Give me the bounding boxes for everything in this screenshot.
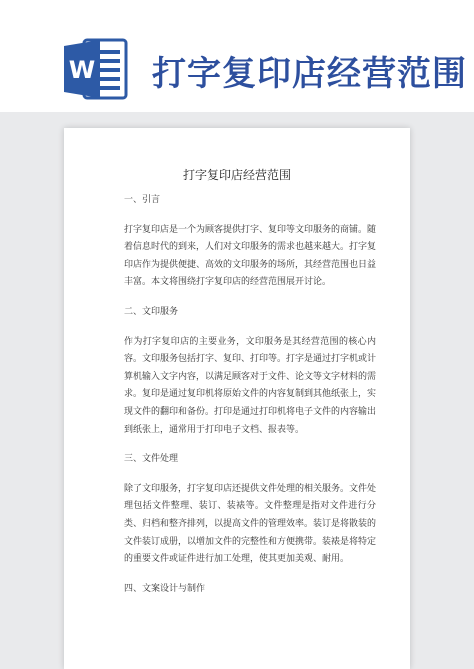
document-body	[124, 192, 376, 610]
section-heading-copywriting-design: 四、文案设计与制作	[124, 583, 206, 594]
section-paragraph-intro: 打字复印店是一个为顾客提供打字、复印等文印服务的商铺。随着信息时代的到来，人们对文印服务的需求也越来越大。打字复印店作为提供便捷、高效的文印服务的场所，其经营范围也日益丰富。本文将围绕打字复印店的经营范围展开讨论。	[124, 224, 377, 288]
section-paragraph-document-processing: 除了文印服务，打字复印店还提供文件处理的相关服务。文件处理包括文件整理、装订、装裱等。文件整理是指对文件进行分类、归档和整齐排列，以提高文件的管理效率。装订是将散装的文件装订成册，以增加文件的完整性和方便携带。装裱是将特定的重要文件或证件进行加工处理，使其更加美观、耐用。	[124, 483, 377, 565]
banner-title: 打字复印店经营范围	[152, 54, 467, 94]
section-heading-printing-services: 二、文印服务	[124, 306, 179, 317]
section-heading-intro: 一、引言	[124, 195, 161, 205]
word-icon	[60, 34, 130, 104]
section-heading-document-processing: 三、文件处理	[124, 454, 179, 465]
banner	[0, 0, 474, 112]
document-title: 打字复印店经营范围	[182, 168, 291, 182]
svg-text:W: W	[68, 56, 96, 84]
section-paragraph-printing-services: 作为打字复印店的主要业务，文印服务是其经营范围的核心内容。文印服务包括打字、复印、打印等。打字是通过打字机或计算机输入文字内容，以满足顾客对于文件、论文等文字材料的需求。复印是通过复印机将原始文件的内容复制到其他纸张上，实现文件的翻印和备份。打印是通过打印机将电子文件的内容输出到纸张上，通常用于打印电子文档、报表等。	[124, 336, 377, 435]
document-page	[64, 128, 410, 669]
